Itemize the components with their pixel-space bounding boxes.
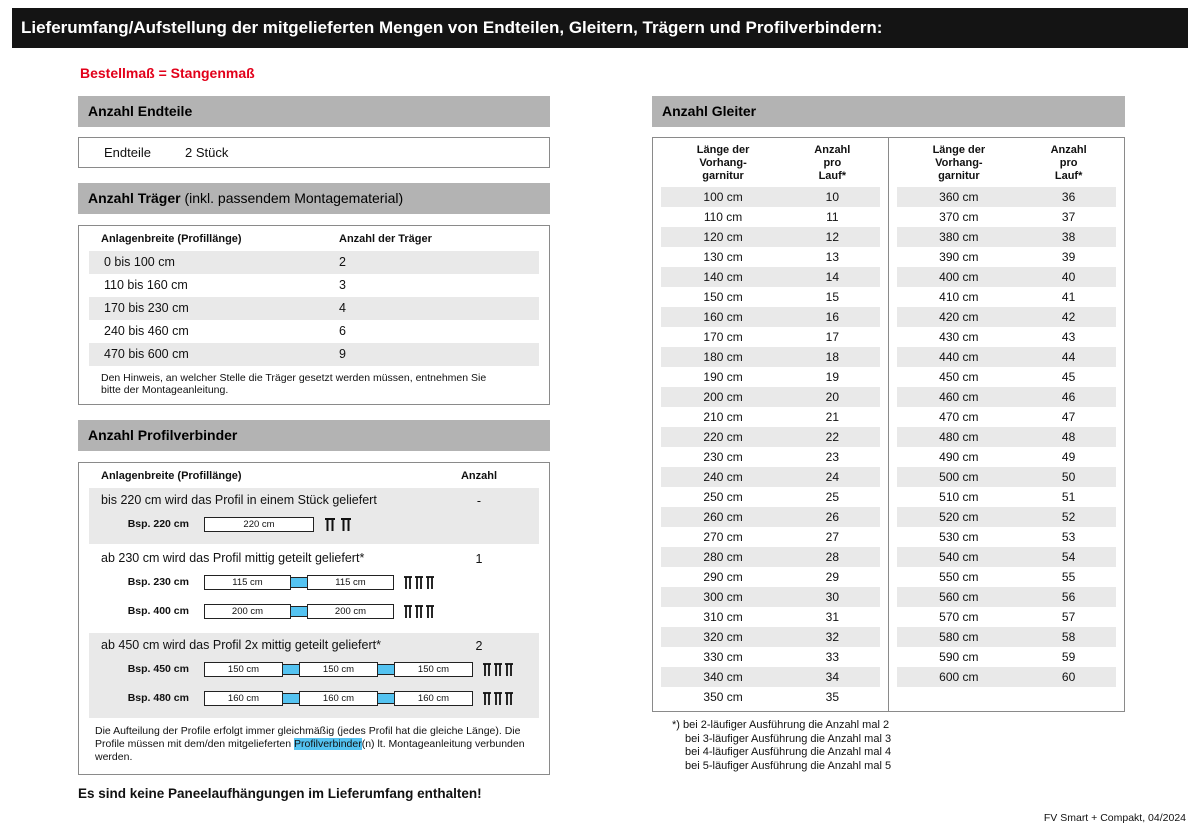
count-cell: 42 <box>1061 310 1076 324</box>
order-measure-note: Bestellmaß = Stangenmaß <box>80 65 255 81</box>
profile-bar <box>204 662 473 677</box>
traeger-table <box>78 225 550 405</box>
count-cell: 35 <box>825 690 839 704</box>
table-row <box>661 287 880 307</box>
profile-segment: 160 cm <box>394 691 473 706</box>
count-cell: 31 <box>825 610 839 624</box>
length-cell: 140 cm <box>703 270 743 284</box>
table-row <box>661 527 880 547</box>
count-cell: 27 <box>825 530 839 544</box>
count-cell: 18 <box>825 350 839 364</box>
length-cell: 420 cm <box>939 310 979 324</box>
table-row <box>661 367 880 387</box>
length-cell: 440 cm <box>939 350 979 364</box>
count-cell: 10 <box>825 190 839 204</box>
length-cell: 390 cm <box>939 250 979 264</box>
table-row <box>897 647 1117 667</box>
section-title-endteile: Anzahl Endteile <box>88 103 193 119</box>
count-cell: 19 <box>825 370 839 384</box>
example-label: Bsp. 220 cm <box>127 518 189 530</box>
header-line: Länge der <box>696 144 750 156</box>
count-cell: 59 <box>1061 650 1076 664</box>
table-row <box>897 587 1117 607</box>
gleiter-table-left <box>653 138 889 711</box>
profile-example <box>89 569 539 595</box>
count-cell: 48 <box>1061 430 1076 444</box>
table-row <box>661 647 880 667</box>
count-cell: 38 <box>1061 230 1076 244</box>
length-cell: 510 cm <box>939 490 979 504</box>
pv-table-header <box>79 463 549 488</box>
table-row <box>897 467 1117 487</box>
profile-segment: 115 cm <box>307 575 394 590</box>
length-cell: 530 cm <box>939 530 979 544</box>
count-cell: 22 <box>825 430 839 444</box>
table-row <box>897 367 1117 387</box>
count-cell: 24 <box>825 470 839 484</box>
gleiter-rows-right <box>889 187 1125 687</box>
length-cell: 270 cm <box>703 530 743 544</box>
table-row <box>89 343 539 366</box>
gleiter-col-length <box>661 144 785 183</box>
profile-example <box>89 511 539 537</box>
length-cell: 550 cm <box>939 570 979 584</box>
gleiter-col-length <box>897 144 1022 183</box>
count-cell: 53 <box>1061 530 1076 544</box>
pv-section-count: 1 <box>475 552 483 566</box>
count-cell: 13 <box>825 250 839 264</box>
length-cell: 460 cm <box>939 390 979 404</box>
footnote-line: bei 4-läufiger Ausführung die Anzahl mal 4 <box>685 746 892 758</box>
bracket-icon <box>403 574 435 591</box>
profile-segment: 150 cm <box>394 662 473 677</box>
length-cell: 430 cm <box>939 330 979 344</box>
traeger-col-count: Anzahl der Träger <box>339 233 432 245</box>
count-cell: 3 <box>339 278 346 292</box>
table-row <box>661 567 880 587</box>
section-header-traeger <box>78 183 550 214</box>
table-row <box>897 407 1117 427</box>
count-cell: 28 <box>825 550 839 564</box>
range-cell: 0 bis 100 cm <box>104 255 175 269</box>
header-line: Lauf* <box>818 170 847 182</box>
count-cell: 44 <box>1061 350 1076 364</box>
table-row <box>661 247 880 267</box>
count-cell: 32 <box>825 630 839 644</box>
length-cell: 360 cm <box>939 190 979 204</box>
count-cell: 6 <box>339 324 346 338</box>
pv-section-split-twice <box>89 633 539 718</box>
gleiter-table-header <box>661 144 880 183</box>
count-cell: 11 <box>826 210 839 224</box>
profile-bar <box>204 691 473 706</box>
table-row <box>661 387 880 407</box>
count-cell: 36 <box>1061 190 1076 204</box>
example-label: Bsp. 230 cm <box>127 576 189 588</box>
bracket-icon <box>482 661 514 678</box>
profile-segment: 200 cm <box>307 604 394 619</box>
count-cell: 51 <box>1061 490 1076 504</box>
length-cell: 560 cm <box>939 590 979 604</box>
pv-section-count: - <box>476 494 482 508</box>
table-row <box>897 347 1117 367</box>
profile-segment: 115 cm <box>204 575 291 590</box>
gleiter-table-header <box>897 144 1117 183</box>
count-cell: 49 <box>1061 450 1076 464</box>
header-line: Anzahl <box>1050 144 1087 156</box>
profile-segment: 160 cm <box>204 691 283 706</box>
gleiter-rows-left <box>653 187 888 707</box>
right-column <box>652 96 1125 773</box>
count-cell: 25 <box>825 490 839 504</box>
count-cell: 17 <box>825 330 839 344</box>
profile-segment: 200 cm <box>204 604 291 619</box>
profile-segment: 150 cm <box>299 662 378 677</box>
length-cell: 520 cm <box>939 510 979 524</box>
footnote-line: bei 3-läufiger Ausführung die Anzahl mal 3 <box>685 732 892 745</box>
traeger-table-header <box>79 226 549 251</box>
length-cell: 200 cm <box>703 390 743 404</box>
section-header-profilverbinder <box>78 420 550 451</box>
count-cell: 14 <box>825 270 839 284</box>
count-cell: 52 <box>1061 510 1076 524</box>
count-cell: 50 <box>1061 470 1076 484</box>
table-row <box>897 247 1117 267</box>
table-row <box>89 320 539 343</box>
example-label: Bsp. 400 cm <box>127 605 189 617</box>
gleiter-footnotes <box>672 719 1125 773</box>
count-cell: 56 <box>1061 590 1076 604</box>
example-label: Bsp. 480 cm <box>127 692 189 704</box>
length-cell: 320 cm <box>703 630 743 644</box>
table-row <box>661 687 880 707</box>
length-cell: 310 cm <box>703 610 743 624</box>
count-cell: 9 <box>339 347 346 361</box>
pv-col-count: Anzahl <box>460 470 498 482</box>
section-subtitle-traeger: (inkl. passendem Montagematerial) <box>180 190 404 206</box>
table-row <box>661 427 880 447</box>
gleiter-col-count <box>785 144 879 183</box>
table-row <box>897 187 1117 207</box>
bracket-icon <box>482 690 514 707</box>
table-row <box>661 607 880 627</box>
length-cell: 190 cm <box>703 370 743 384</box>
range-cell: 240 bis 460 cm <box>104 324 189 338</box>
count-cell: 23 <box>825 450 839 464</box>
section-title-gleiter: Anzahl Gleiter <box>662 103 757 119</box>
length-cell: 150 cm <box>703 290 743 304</box>
pv-note-text: (n) lt. Montageanleitung verbunden werden. <box>95 738 525 763</box>
table-row <box>661 307 880 327</box>
profilverbinder-connector <box>377 693 395 704</box>
profile-segment: 220 cm <box>204 517 314 532</box>
header-line: garnitur <box>938 170 980 182</box>
profile-bar <box>204 575 394 590</box>
length-cell: 300 cm <box>703 590 743 604</box>
count-cell: 16 <box>825 310 839 324</box>
count-cell: 60 <box>1061 670 1076 684</box>
header-line: Anzahl <box>814 144 851 156</box>
length-cell: 350 cm <box>703 690 743 704</box>
profile-bar <box>204 604 394 619</box>
profile-example <box>89 656 539 682</box>
count-cell: 33 <box>825 650 839 664</box>
endteile-value: 2 Stück <box>185 145 229 160</box>
footnote-line: bei 5-läufiger Ausführung die Anzahl mal 5 <box>685 759 892 772</box>
gleiter-table-right <box>889 138 1125 711</box>
count-cell: 54 <box>1061 550 1076 564</box>
table-row <box>89 297 539 320</box>
length-cell: 160 cm <box>703 310 743 324</box>
table-row <box>661 487 880 507</box>
table-row <box>89 274 539 297</box>
length-cell: 480 cm <box>939 430 979 444</box>
length-cell: 230 cm <box>703 450 743 464</box>
footnote-line: *) bei 2-läufiger Ausführung die Anzahl mal 2 <box>672 719 890 731</box>
length-cell: 220 cm <box>703 430 743 444</box>
table-row <box>661 187 880 207</box>
page-title: Lieferumfang/Aufstellung der mitgelieferten Mengen von Endteilen, Gleitern, Trägern und Profilverbindern: <box>12 8 1188 48</box>
header-line: Lauf* <box>1054 170 1083 182</box>
traeger-col-width: Anlagenbreite (Profillänge) <box>101 233 242 245</box>
endteile-box <box>78 137 550 168</box>
table-row <box>897 627 1117 647</box>
table-row <box>661 467 880 487</box>
table-row <box>897 567 1117 587</box>
count-cell: 4 <box>339 301 346 315</box>
table-row <box>897 227 1117 247</box>
header-line: Vorhang- <box>699 157 747 169</box>
table-row <box>897 267 1117 287</box>
length-cell: 170 cm <box>703 330 743 344</box>
header-line: pro <box>1059 157 1078 169</box>
profile-bar <box>204 517 314 532</box>
length-cell: 490 cm <box>939 450 979 464</box>
count-cell: 47 <box>1061 410 1076 424</box>
pv-note-highlight: Profilverbinder <box>294 738 362 750</box>
length-cell: 280 cm <box>703 550 743 564</box>
bracket-icon <box>403 603 435 620</box>
length-cell: 290 cm <box>703 570 743 584</box>
length-cell: 130 cm <box>703 250 743 264</box>
table-row <box>661 587 880 607</box>
count-cell: 15 <box>825 290 839 304</box>
length-cell: 330 cm <box>703 650 743 664</box>
count-cell: 40 <box>1061 270 1076 284</box>
length-cell: 380 cm <box>939 230 979 244</box>
range-cell: 110 bis 160 cm <box>104 278 188 292</box>
gleiter-table <box>652 137 1125 712</box>
table-row <box>661 627 880 647</box>
header-line: Vorhang- <box>935 157 983 169</box>
length-cell: 410 cm <box>939 290 979 304</box>
profile-segment: 160 cm <box>299 691 378 706</box>
table-row <box>897 307 1117 327</box>
count-cell: 30 <box>825 590 839 604</box>
table-row <box>897 547 1117 567</box>
profile-example <box>89 598 539 624</box>
count-cell: 39 <box>1061 250 1076 264</box>
count-cell: 37 <box>1061 210 1076 224</box>
document-footer: FV Smart + Compakt, 04/2024 <box>1043 812 1186 824</box>
length-cell: 450 cm <box>939 370 979 384</box>
length-cell: 470 cm <box>939 410 979 424</box>
table-row <box>661 347 880 367</box>
paneel-note: Es sind keine Paneelaufhängungen im Lieferumfang enthalten! <box>78 786 482 801</box>
table-row <box>661 507 880 527</box>
left-column <box>78 96 550 801</box>
count-cell: 29 <box>825 570 839 584</box>
count-cell: 34 <box>825 670 839 684</box>
length-cell: 540 cm <box>939 550 979 564</box>
table-row <box>897 207 1117 227</box>
section-header-gleiter <box>652 96 1125 127</box>
count-cell: 45 <box>1061 370 1076 384</box>
table-row <box>89 251 539 274</box>
profilverbinder-table <box>78 462 550 775</box>
count-cell: 21 <box>825 410 839 424</box>
pv-section-text: bis 220 cm wird das Profil in einem Stück geliefert <box>101 493 377 507</box>
header-line: Länge der <box>932 144 986 156</box>
length-cell: 250 cm <box>703 490 743 504</box>
count-cell: 57 <box>1061 610 1076 624</box>
pv-section-text: ab 450 cm wird das Profil 2x mittig geteilt geliefert* <box>101 638 381 652</box>
table-row <box>661 447 880 467</box>
header-line: garnitur <box>702 170 744 182</box>
pv-section-text: ab 230 cm wird das Profil mittig geteilt geliefert* <box>101 551 365 565</box>
table-row <box>897 527 1117 547</box>
count-cell: 43 <box>1061 330 1076 344</box>
count-cell: 12 <box>825 230 839 244</box>
section-title-profilverbinder: Anzahl Profilverbinder <box>88 427 238 443</box>
table-row <box>897 427 1117 447</box>
traeger-rows <box>79 251 549 366</box>
length-cell: 110 cm <box>703 210 743 224</box>
length-cell: 400 cm <box>939 270 979 284</box>
profilverbinder-connector <box>282 693 300 704</box>
range-cell: 170 bis 230 cm <box>104 301 189 315</box>
length-cell: 100 cm <box>703 190 743 204</box>
count-cell: 20 <box>825 390 839 404</box>
traeger-note: Den Hinweis, an welcher Stelle die Träger gesetzt werden müssen, entnehmen Sie bitte der Montageanleitung. <box>101 372 487 396</box>
profile-example <box>89 685 539 711</box>
length-cell: 600 cm <box>939 670 979 684</box>
range-cell: 470 bis 600 cm <box>104 347 189 361</box>
count-cell: 58 <box>1061 630 1076 644</box>
table-row <box>897 607 1117 627</box>
table-row <box>897 507 1117 527</box>
count-cell: 46 <box>1061 390 1076 404</box>
length-cell: 590 cm <box>939 650 979 664</box>
pv-section-count: 2 <box>475 639 483 653</box>
table-row <box>661 327 880 347</box>
length-cell: 240 cm <box>703 470 743 484</box>
profile-segment: 150 cm <box>204 662 283 677</box>
table-row <box>661 547 880 567</box>
endteile-label: Endteile <box>104 145 151 160</box>
table-row <box>661 667 880 687</box>
profilverbinder-connector <box>290 606 308 617</box>
length-cell: 210 cm <box>703 410 743 424</box>
pv-note-text: Die Aufteilung der Profile erfolgt immer gleichmäßig (jedes Profil hat die gleiche Länge). Die Profile müssen mit dem/den mitgelieferten <box>95 725 521 750</box>
pv-section-split-once <box>89 546 539 631</box>
table-row <box>897 287 1117 307</box>
count-cell: 2 <box>339 255 346 269</box>
length-cell: 580 cm <box>939 630 979 644</box>
count-cell: 26 <box>825 510 839 524</box>
pv-note <box>95 725 533 764</box>
gleiter-col-count <box>1021 144 1116 183</box>
length-cell: 260 cm <box>703 510 743 524</box>
table-row <box>661 407 880 427</box>
table-row <box>661 267 880 287</box>
pv-section-one-piece <box>89 488 539 544</box>
table-row <box>661 207 880 227</box>
length-cell: 120 cm <box>703 230 743 244</box>
profilverbinder-connector <box>282 664 300 675</box>
length-cell: 500 cm <box>939 470 979 484</box>
count-cell: 41 <box>1061 290 1076 304</box>
table-row <box>897 487 1117 507</box>
length-cell: 180 cm <box>703 350 743 364</box>
table-row <box>897 387 1117 407</box>
pv-col-width: Anlagenbreite (Profillänge) <box>101 470 242 482</box>
section-title-traeger: Anzahl Träger <box>88 190 181 206</box>
example-label: Bsp. 450 cm <box>127 663 189 675</box>
table-row <box>897 667 1117 687</box>
length-cell: 340 cm <box>703 670 743 684</box>
count-cell: 55 <box>1061 570 1076 584</box>
table-row <box>897 327 1117 347</box>
length-cell: 370 cm <box>939 210 979 224</box>
section-header-endteile <box>78 96 550 127</box>
table-row <box>661 227 880 247</box>
profilverbinder-connector <box>290 577 308 588</box>
table-row <box>897 447 1117 467</box>
length-cell: 570 cm <box>939 610 979 624</box>
header-line: pro <box>823 157 842 169</box>
profilverbinder-connector <box>377 664 395 675</box>
bracket-icon <box>323 516 353 533</box>
